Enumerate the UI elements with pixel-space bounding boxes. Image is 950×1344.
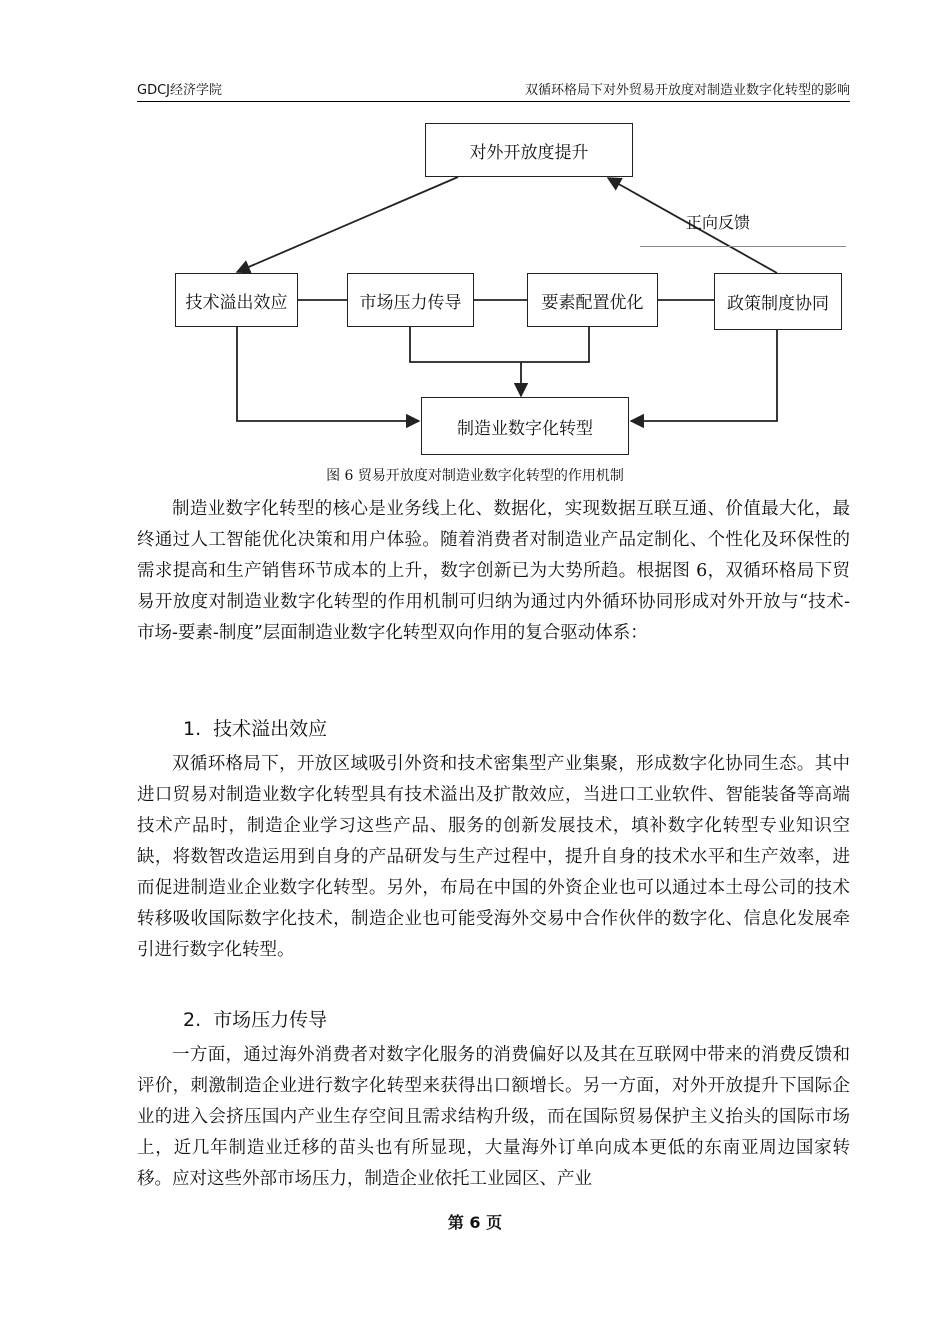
node-openness-increase: 对外开放度提升 <box>425 123 633 177</box>
feedback-underline <box>640 246 846 247</box>
feedback-label: 正向反馈 <box>686 213 751 232</box>
section-number: 1. <box>183 718 202 740</box>
header-title: 双循环格局下对外贸易开放度对制造业数字化转型的影响 <box>524 83 850 98</box>
page-number: 第 6 页 <box>447 1213 503 1232</box>
header-institution: GDCJ经济学院 <box>137 83 222 98</box>
section-title: 市场压力传导 <box>213 1009 328 1031</box>
node-market-pressure: 市场压力传导 <box>347 273 474 327</box>
merge-market-factor <box>410 327 589 362</box>
mechanism-diagram <box>0 0 950 470</box>
paragraph-tech-spillover: 双循环格局下，开放区域吸引外资和技术密集型产业集聚，形成数字化协同生态。其中进口贸易对制造业数字化转型具有技术溢出及扩散效应，当进口工业软件、智能装备等高端技术产品时，制造企业学习这些产品、服务的创新发展技术，填补数字化转型专业知识空缺，将数智改造运用到自身的产品研发与生产过程中，提升自身的技术水平和生产效率，进而促进制造业企业数字化转型。另外，布局在中国的外资企业也可以通过本土母公司的技术转移吸收国际数字化技术，制造企业也可能受海外交易中合作伙伴的数字化、信息化发展牵引进行数字化转型。 <box>137 754 850 960</box>
arrow-tech-to-bottom <box>237 327 419 421</box>
figure-caption: 图 6 贸易开放度对制造业数字化转型的作用机制 <box>326 468 624 484</box>
node-factor-allocation: 要素配置优化 <box>527 273 658 327</box>
section-number: 2. <box>183 1009 202 1031</box>
node-digital-transformation: 制造业数字化转型 <box>421 397 629 455</box>
paragraph-market-pressure: 一方面，通过海外消费者对数字化服务的消费偏好以及其在互联网中带来的消费反馈和评价，刺激制造企业进行数字化转型来获得出口额增长。另一方面，对外开放提升下国际企业的进入会挤压国内产业生存空间且需求结构升级，而在国际贸易保护主义抬头的国际市场上，近几年制造业迁移的苗头也有所显现，大量海外订单向成本更低的东南亚周边国家转移。应对这些外部市场压力，制造企业依托工业园区、产业 <box>137 1045 850 1189</box>
node-policy-coordination: 政策制度协同 <box>714 273 842 330</box>
arrow-policy-to-bottom <box>631 330 777 421</box>
section-title: 技术溢出效应 <box>213 718 328 740</box>
paragraph-intro: 制造业数字化转型的核心是业务线上化、数据化，实现数据互联互通、价值最大化，最终通过人工智能优化决策和用户体验。随着消费者对制造业产品定制化、个性化及环保性的需求提高和生产销售环节成本的上升，数字创新已为大势所趋。根据图 6，双循环格局下贸易开放度对制造业数字化转型的作用机制可归纳为通过内外循环协同形成对外开放与“技术-市场-要素-制度”层面制造业数字化转型双向作用的复合驱动体系： <box>137 499 850 643</box>
section-heading-1 <box>183 714 327 741</box>
arrow-top-to-tech <box>237 177 458 272</box>
section-heading-2 <box>183 1005 327 1032</box>
node-tech-spillover: 技术溢出效应 <box>175 273 298 327</box>
